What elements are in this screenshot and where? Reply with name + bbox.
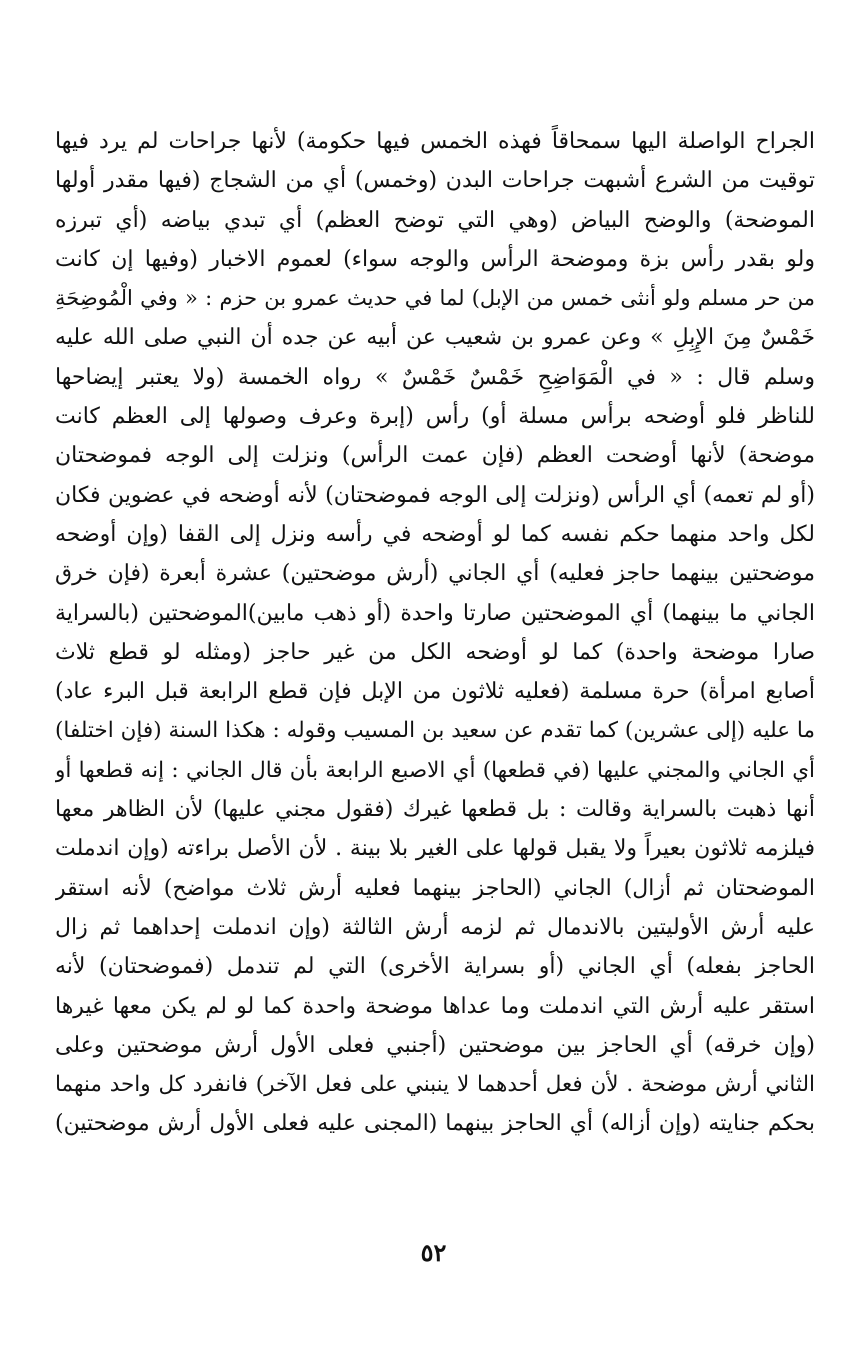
text-line: صارا موضحة واحدة) كما لو أوضحه الكل من غير حاجز (ومثله لو قطع ثلاث [55, 639, 815, 665]
text-line: (وإن خرقه) أي الحاجز بين موضحتين (أجنبي فعلى الأول أرش موضحتين وعلى [55, 1032, 815, 1058]
text-line: ما عليه (إلى عشرين) كما تقدم عن سعيد بن المسيب وقوله : هكذا السنة (فإن اختلفا) [55, 718, 815, 744]
text-line: (أو لم تعمه) أي الرأس (ونزلت إلى الوجه فموضحتان) لأنه أوضحه في عضوين فكان [55, 482, 815, 508]
text-line: الجراح الواصلة اليها سمحاقاً فهذه الخمس فيها حكومة) لأنها جراحات لم يرد فيها [55, 129, 815, 154]
text-line: خَمْسٌ مِنَ الإِبِلِ » وعن عمرو بن شعيب عن أبيه عن جده أن النبي صلى الله عليه [55, 325, 815, 351]
text-line: موضحة) لأنها أوضحت العظم (فإن عمت الرأس) ونزلت إلى الوجه فموضحتان [55, 443, 815, 469]
text-line: للناظر فلو أوضحه برأس مسلة أو) رأس (إبرة وعرف وصولها إلى العظم كانت [55, 404, 815, 430]
body-text [55, 122, 815, 1144]
text-line: ولو بقدر رأس بزة وموضحة الرأس والوجه سواء) لعموم الاخبار (وفيها إن كانت [55, 246, 815, 272]
text-line: الحاجز بفعله) أي الجاني (أو بسراية الأخرى) التي لم تندمل (فموضحتان) لأنه [55, 954, 815, 980]
text-line: من حر مسلم ولو أنثى خمس من الإبل) لما في حديث عمرو بن حزم : « وفي الْمُوضِحَةِ [55, 286, 815, 311]
text-line: توقيت من الشرع أشبهت جراحات البدن (وخمس) أي من الشجاج (فيها مقدر أولها [55, 168, 815, 194]
text-line: لكل واحد منهما حكم نفسه كما لو أوضحه في رأسه ونزل إلى القفا (وإن أوضحه [55, 521, 815, 547]
text-line: الجاني ما بينهما) أي الموضحتين صارتا واحدة (أو ذهب مابين)الموضحتين (بالسراية [55, 600, 815, 626]
text-line: استقر عليه أرش التي اندملت وما عداها موضحة واحدة كما لو لم يكن معها غيرها [55, 993, 815, 1019]
text-line: موضحتين بينهما حاجز فعليه) أي الجاني (أرش موضحتين) عشرة أبعرة (فإن خرق [55, 561, 815, 587]
text-line: أنها ذهبت بالسراية وقالت : بل قطعها غيرك (فقول مجني عليها) لأن الظاهر معها [55, 797, 815, 823]
text-line: الثاني أرش موضحة . لأن فعل أحدهما لا ينبني على فعل الآخر) فانفرد كل واحد منهما [55, 1072, 815, 1098]
page-number: ٥٢ [420, 1238, 447, 1267]
text-line: فيلزمه ثلاثون بعيراً ولا يقبل قولها على الغير بلا بينة . لأن الأصل براءته (وإن اندملت [55, 836, 815, 862]
text-line: بحكم جنايته (وإن أزاله) أي الحاجز بينهما (المجنى عليه فعلى الأول أرش موضحتين) [55, 1111, 815, 1137]
text-line: عليه أرش الأوليتين بالاندمال ثم لزمه أرش الثالثة (وإن اندملت إحداهما ثم زال [55, 914, 815, 940]
text-line: أصابع امرأة) حرة مسلمة (فعليه ثلاثون من الإبل فإن قطع الرابعة قبل البرء عاد) [55, 679, 815, 705]
text-line: أي الجاني والمجني عليها (في قطعها) أي الاصبع الرابعة بأن قال الجاني : إنه قطعها أو [55, 757, 815, 783]
text-line: وسلم قال : « في الْمَوَاضِحِ خَمْسٌ خَمْسٌ » رواه الخمسة (ولا يعتبر إيضاحها [55, 364, 815, 390]
text-line: الموضحة) والوضح البياض (وهي التي توضح العظم) أي تبدي بياضه (أي تبرزه [55, 207, 815, 233]
text-line: الموضحتان ثم أزال) الجاني (الحاجز بينهما فعليه أرش ثلاث مواضح) لأنه استقر [55, 875, 815, 901]
